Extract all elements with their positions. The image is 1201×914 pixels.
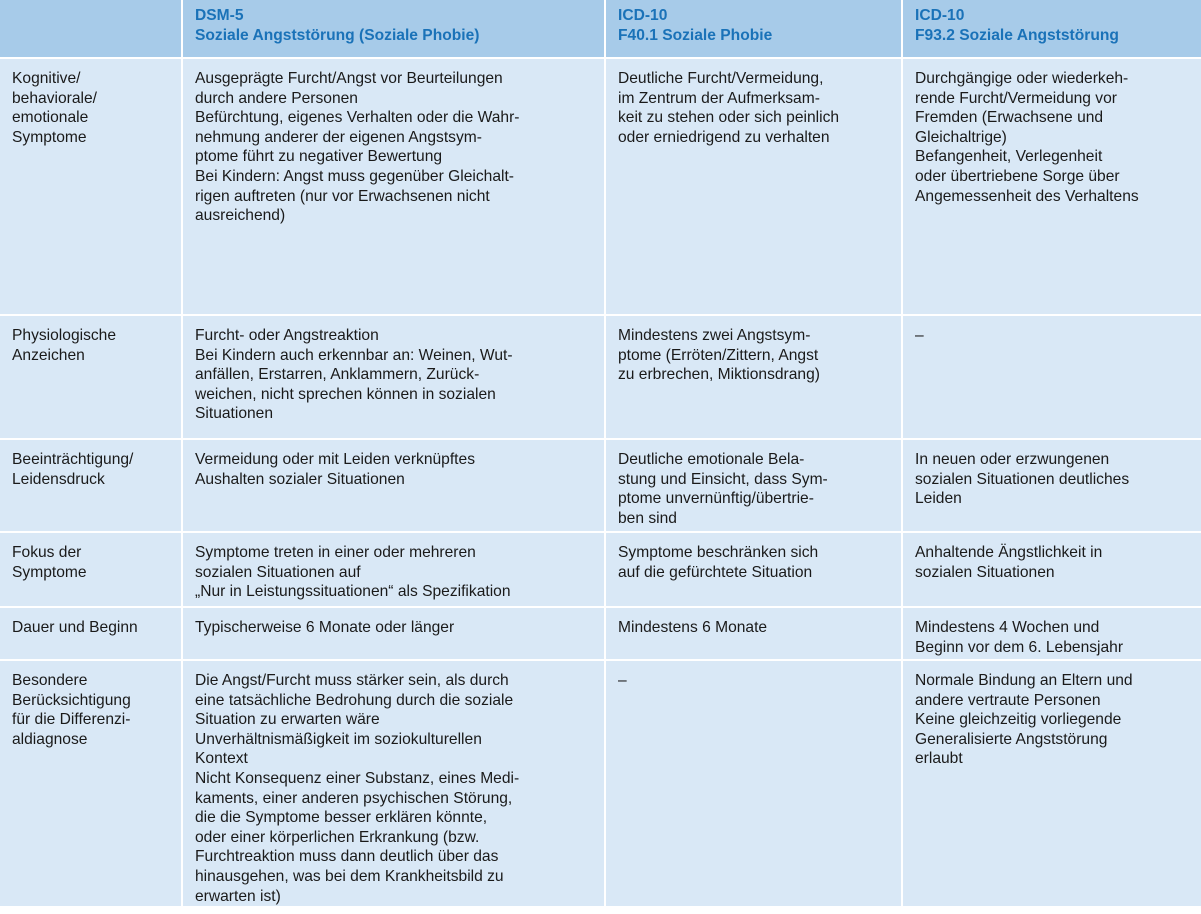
table-row — [0, 660, 1201, 907]
cell-icd10-f40 — [605, 660, 902, 907]
cell-line: Normale Bindung an Eltern und — [915, 672, 1133, 689]
cell-line: stung und Einsicht, dass Sym- — [618, 470, 828, 488]
cell-icd10-f93 — [902, 58, 1201, 315]
cell-line: zu erbrechen, Miktionsdrang) — [618, 366, 820, 384]
cell-line: Beginn vor dem 6. Lebensjahr — [915, 638, 1124, 656]
cell-line: kaments, einer anderen psychischen Störung, — [195, 789, 513, 807]
cell-line: Furcht- oder Angstreaktion — [195, 327, 379, 344]
cell-line: Bei Kindern: Angst muss gegenüber Gleichalt- — [195, 167, 514, 185]
header-dsm5-line: Soziale Angststörung (Soziale Phobie) — [195, 26, 480, 44]
cell-icd10-f93 — [902, 607, 1201, 660]
cell-line: auf die gefürchtete Situation — [618, 563, 813, 581]
table-row — [0, 532, 1201, 607]
cell-line: Vermeidung oder mit Leiden verknüpftes — [195, 451, 475, 468]
header-icd10-f40 — [605, 0, 902, 58]
cell-line: ptome führt zu negativer Bewertung — [195, 148, 443, 166]
cell-line: ben sind — [618, 509, 677, 527]
cell-line: Deutliche emotionale Bela- — [618, 451, 805, 468]
cell-icd10-f93 — [902, 532, 1201, 607]
criterion-line: Symptome — [12, 563, 87, 581]
cell-line: – — [915, 327, 924, 344]
criterion-line: Beeinträchtigung/ — [12, 451, 134, 468]
cell-line: andere vertraute Personen — [915, 691, 1101, 709]
cell-icd10-f93 — [902, 315, 1201, 439]
cell-dsm5 — [182, 532, 605, 607]
criterion-line: für die Differenzi- — [12, 711, 131, 729]
cell-dsm5 — [182, 607, 605, 660]
cell-line: Aushalten sozialer Situationen — [195, 470, 405, 488]
cell-line: eine tatsächliche Bedrohung durch die soziale — [195, 691, 514, 709]
criterion-line: Physiologische — [12, 327, 117, 344]
cell-line: sozialen Situationen — [915, 563, 1055, 581]
cell-line: erwarten ist) — [195, 887, 281, 905]
cell-line: Deutliche Furcht/Vermeidung, — [618, 70, 824, 87]
criterion-line: Fokus der — [12, 544, 82, 561]
cell-line: In neuen oder erzwungenen — [915, 451, 1110, 468]
cell-line: Mindestens zwei Angstsym- — [618, 327, 811, 344]
cell-line: Bei Kindern auch erkennbar an: Weinen, Wut- — [195, 346, 513, 364]
cell-line: Befürchtung, eigenes Verhalten oder die Wahr- — [195, 109, 520, 127]
header-criterion — [0, 0, 182, 58]
header-icd10-f93 — [902, 0, 1201, 58]
header-row — [0, 0, 1201, 58]
cell-line: Die Angst/Furcht muss stärker sein, als durch — [195, 672, 509, 689]
header-icd10-f93-line: F93.2 Soziale Angststörung — [915, 26, 1119, 44]
cell-dsm5 — [182, 439, 605, 532]
criterion-line: behaviorale/ — [12, 89, 97, 107]
cell-line: weichen, nicht sprechen können in sozialen — [195, 385, 496, 403]
cell-line: ptome (Erröten/Zittern, Angst — [618, 346, 819, 364]
row-criterion — [0, 532, 182, 607]
cell-line: Generalisierte Angststörung — [915, 730, 1108, 748]
table-row — [0, 315, 1201, 439]
cell-line: hinausgehen, was bei dem Krankheitsbild zu — [195, 867, 504, 885]
criterion-line: Kognitive/ — [12, 70, 81, 87]
cell-icd10-f40 — [605, 439, 902, 532]
cell-icd10-f93 — [902, 660, 1201, 907]
cell-line: oder erniedrigend zu verhalten — [618, 128, 830, 146]
criterion-line: Dauer und Beginn — [12, 619, 138, 636]
criterion-line: Besondere — [12, 672, 88, 689]
cell-line: nehmung anderer der eigenen Angstsym- — [195, 128, 482, 146]
cell-dsm5 — [182, 660, 605, 907]
cell-line: Furchtreaktion muss dann deutlich über das — [195, 848, 499, 866]
cell-line: Mindestens 6 Monate — [618, 619, 768, 636]
cell-icd10-f40 — [605, 532, 902, 607]
cell-line: Typischerweise 6 Monate oder länger — [195, 619, 455, 636]
criterion-line: Berücksichtigung — [12, 691, 131, 709]
row-criterion — [0, 58, 182, 315]
cell-line: Angemessenheit des Verhaltens — [915, 187, 1139, 205]
cell-dsm5 — [182, 58, 605, 315]
header-icd10-f40-line: F40.1 Soziale Phobie — [618, 26, 773, 44]
cell-line: sozialen Situationen auf — [195, 563, 361, 581]
cell-line: Fremden (Erwachsene und — [915, 109, 1104, 127]
cell-line: anfällen, Erstarren, Anklammern, Zurück- — [195, 366, 480, 384]
table-row — [0, 607, 1201, 660]
criterion-line: emotionale — [12, 109, 89, 127]
cell-line: Unverhältnismäßigkeit im soziokulturellen — [195, 730, 482, 748]
table-body — [0, 58, 1201, 907]
row-criterion — [0, 439, 182, 532]
cell-line: – — [618, 672, 627, 689]
criterion-line: Leidensdruck — [12, 470, 105, 488]
cell-icd10-f40 — [605, 58, 902, 315]
cell-line: rigen auftreten (nur vor Erwachsenen nicht — [195, 187, 490, 205]
cell-line: Symptome treten in einer oder mehreren — [195, 544, 476, 561]
header-dsm5-line: DSM-5 — [195, 7, 244, 24]
cell-icd10-f93 — [902, 439, 1201, 532]
cell-line: „Nur in Leistungssituationen“ als Spezifikation — [195, 583, 511, 601]
cell-line: sozialen Situationen deutliches — [915, 470, 1130, 488]
cell-line: Situation zu erwarten wäre — [195, 711, 380, 729]
cell-icd10-f40 — [605, 315, 902, 439]
row-criterion — [0, 315, 182, 439]
cell-line: Ausgeprägte Furcht/Angst vor Beurteilungen — [195, 70, 503, 87]
cell-line: Mindestens 4 Wochen und — [915, 619, 1100, 636]
cell-line: Gleichaltrige) — [915, 128, 1007, 146]
header-icd10-f93-line: ICD-10 — [915, 7, 965, 24]
criterion-line: Anzeichen — [12, 346, 85, 364]
cell-line: Durchgängige oder wiederkeh- — [915, 70, 1129, 87]
cell-line: im Zentrum der Aufmerksam- — [618, 89, 820, 107]
cell-line: oder übertriebene Sorge über — [915, 167, 1120, 185]
header-icd10-f40-line: ICD-10 — [618, 7, 668, 24]
cell-line: Kontext — [195, 750, 248, 768]
header-dsm5 — [182, 0, 605, 58]
cell-line: Leiden — [915, 490, 962, 508]
cell-line: Befangenheit, Verlegenheit — [915, 148, 1103, 166]
cell-line: rende Furcht/Vermeidung vor — [915, 89, 1117, 107]
cell-line: erlaubt — [915, 750, 963, 768]
cell-line: Anhaltende Ängstlichkeit in — [915, 544, 1103, 561]
cell-line: Keine gleichzeitig vorliegende — [915, 711, 1122, 729]
cell-line: die die Symptome besser erklären könnte, — [195, 809, 488, 827]
row-criterion — [0, 607, 182, 660]
cell-line: Situationen — [195, 405, 274, 423]
row-criterion — [0, 660, 182, 907]
table-row — [0, 439, 1201, 532]
cell-icd10-f40 — [605, 607, 902, 660]
cell-line: durch andere Personen — [195, 89, 358, 107]
cell-line: keit zu stehen oder sich peinlich — [618, 109, 840, 127]
criterion-line: aldiagnose — [12, 730, 88, 748]
cell-line: ausreichend) — [195, 207, 286, 225]
cell-line: Nicht Konsequenz einer Substanz, eines Medi- — [195, 769, 520, 787]
criterion-line: Symptome — [12, 128, 87, 146]
table-row — [0, 58, 1201, 315]
cell-dsm5 — [182, 315, 605, 439]
cell-line: Symptome beschränken sich — [618, 544, 819, 561]
cell-line: ptome unvernünftig/übertrie- — [618, 490, 814, 508]
cell-line: oder einer körperlichen Erkrankung (bzw. — [195, 828, 480, 846]
